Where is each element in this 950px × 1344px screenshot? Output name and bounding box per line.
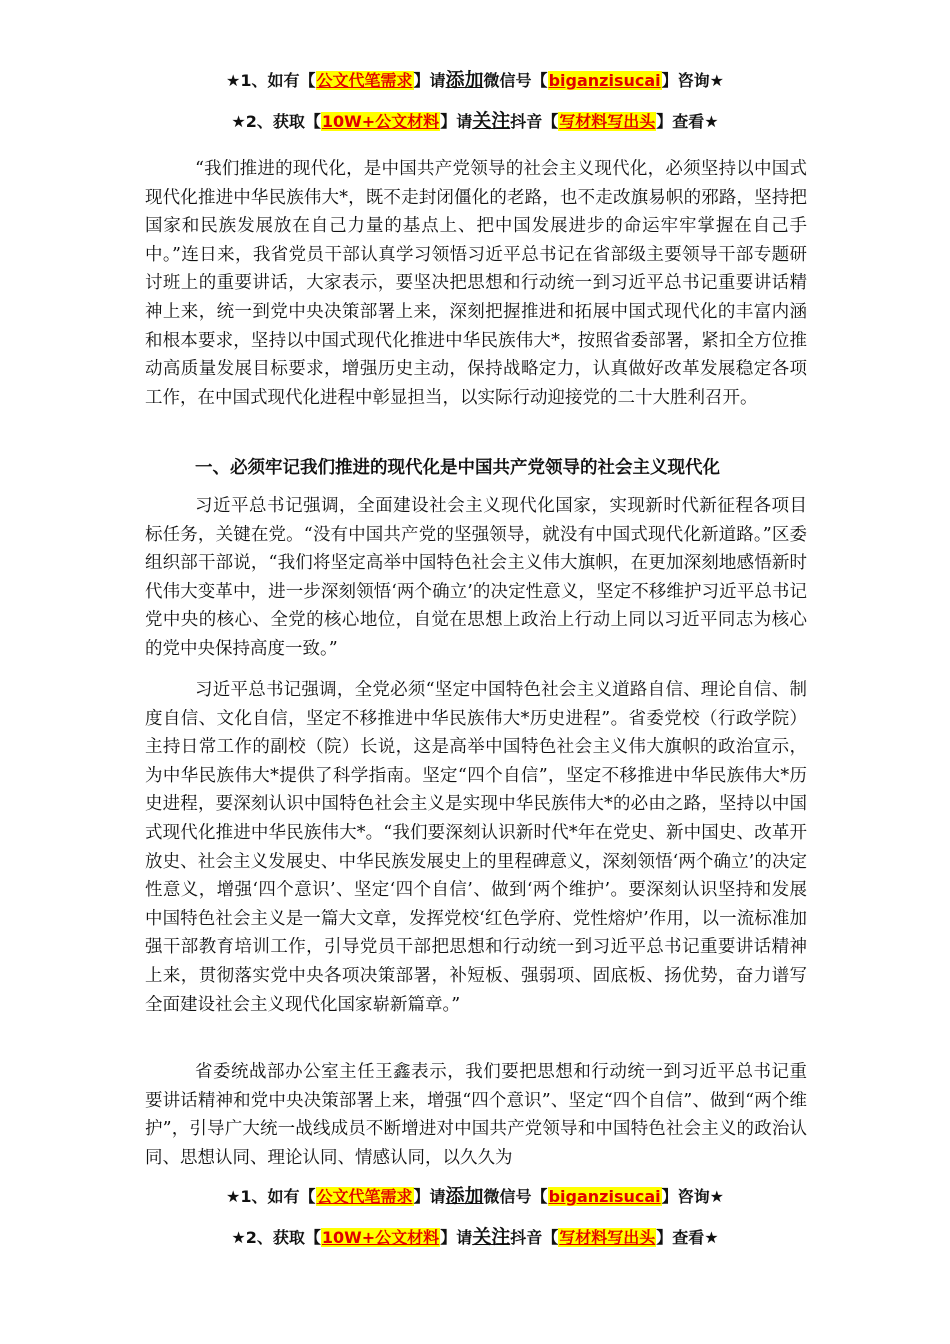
footer-promo-line-2 <box>0 1225 950 1250</box>
promo-prefix: ★2、获取【 <box>231 1228 321 1247</box>
promo-suffix: 】咨询★ <box>661 71 724 90</box>
promo-prefix: ★1、如有【 <box>226 71 316 90</box>
promo-suffix: 】咨询★ <box>661 1187 724 1206</box>
paragraph-1: 习近平总书记强调，全面建设社会主义现代化国家，实现新时代新征程各项目标任务，关键在党。“没有中国共产党的坚强领导，就没有中国式现代化新道路。”区委组织部干部说，“我们将坚定高举中国特色社会主义伟大旗帜，在更加深刻地感悟新时代伟大变革中，进一步深刻领悟‘两个确立’的决定性意义，坚定不移维护习近平总书记党中央的核心、全党的核心地位，自觉在思想上政治上行动上同以习近平同志为核心的党中央保持高度一致。” <box>145 496 807 659</box>
promo-middle: 微信号【 <box>483 71 548 90</box>
promo-wechat-id: biganzisucai <box>548 71 661 90</box>
paragraph-3: 省委统战部办公室主任王鑫表示，我们要把思想和行动统一到习近平总书记重要讲话精神和党中央决策部署上来，增强“四个意识”、坚定“四个自信”、做到“两个维护”，引导广大统一战线成员不断增进对中国共产党领导和中国特色社会主义的政治认同、思想认同、理论认同、情感认同，以久久为 <box>145 1062 807 1168</box>
promo-suffix: 】查看★ <box>656 112 719 131</box>
header-promo-line-1 <box>0 68 950 93</box>
promo-prefix: ★2、获取【 <box>231 112 321 131</box>
promo-middle: 抖音【 <box>510 112 559 131</box>
promo-douyin-id: 写材料写出头 <box>559 1228 656 1247</box>
promo-highlight: 10W+公文材料 <box>321 1228 440 1247</box>
promo-highlight: 10W+公文材料 <box>321 112 440 131</box>
promo-middle: 】请 <box>440 112 473 131</box>
promo-emphasis: 添加 <box>445 69 484 91</box>
footer-promo-line-1 <box>0 1184 950 1209</box>
promo-highlight: 公文代笔需求 <box>316 71 413 90</box>
promo-highlight: 公文代笔需求 <box>316 1187 413 1206</box>
promo-prefix: ★1、如有【 <box>226 1187 316 1206</box>
promo-suffix: 】查看★ <box>656 1228 719 1247</box>
promo-middle: 】请 <box>413 71 446 90</box>
promo-emphasis: 关注 <box>472 110 511 132</box>
promo-douyin-id: 写材料写出头 <box>559 112 656 131</box>
section-1-heading: 一、必须牢记我们推进的现代化是中国共产党领导的社会主义现代化 <box>195 458 720 478</box>
promo-emphasis: 添加 <box>445 1185 484 1207</box>
header-promo-line-2 <box>0 109 950 134</box>
promo-emphasis: 关注 <box>472 1226 511 1248</box>
promo-middle: 】请 <box>440 1228 473 1247</box>
promo-middle: 微信号【 <box>483 1187 548 1206</box>
promo-middle: 抖音【 <box>510 1228 559 1247</box>
promo-middle: 】请 <box>413 1187 446 1206</box>
paragraph-2: 习近平总书记强调，全党必须“坚定中国特色社会主义道路自信、理论自信、制度自信、文化自信，坚定不移推进中华民族伟大*历史进程”。省委党校（行政学院）主持日常工作的副校（院）长说，这是高举中国特色社会主义伟大旗帜的政治宣示，为中华民族伟大*提供了科学指南。坚定“四个自信”，坚定不移推进中华民族伟大*历史进程，要深刻认识中国特色社会主义是实现中华民族伟大*的必由之路，坚持以中国式现代化推进中华民族伟大*。“我们要深刻认识新时代*年在党史、新中国史、改革开放史、社会主义发展史、中华民族发展史上的里程碑意义，深刻领悟‘两个确立’的决定性意义，增强‘四个意识’、坚定‘四个自信’、做到‘两个维护’。要深刻认识坚持和发展中国特色社会主义是一篇大文章，发挥党校‘红色学府、党性熔炉’作用，以一流标准加强干部教育培训工作，引导党员干部把思想和行动统一到习近平总书记重要讲话精神上来，贯彻落实党中央各项决策部署，补短板、强弱项、固底板、扬优势，奋力谱写全面建设社会主义现代化国家崭新篇章。” <box>145 680 807 1015</box>
intro-paragraph: “我们推进的现代化，是中国共产党领导的社会主义现代化，必须坚持以中国式现代化推进中华民族伟大*，既不走封闭僵化的老路，也不走改旗易帜的邪路，坚持把国家和民族发展放在自己力量的基点上、把中国发展进步的命运牢牢掌握在自己手中。”连日来，我省党员干部认真学习领悟习近平总书记在省部级主要领导干部专题研讨班上的重要讲话，大家表示，要坚决把思想和行动统一到习近平总书记重要讲话精神上来，统一到党中央决策部署上来，深刻把握推进和拓展中国式现代化的丰富内涵和根本要求，坚持以中国式现代化推进中华民族伟大*，按照省委部署，紧扣全方位推动高质量发展目标要求，增强历史主动，保持战略定力，认真做好改革发展稳定各项工作，在中国式现代化进程中彰显担当，以实际行动迎接党的二十大胜利召开。 <box>145 159 807 408</box>
promo-wechat-id: biganzisucai <box>548 1187 661 1206</box>
